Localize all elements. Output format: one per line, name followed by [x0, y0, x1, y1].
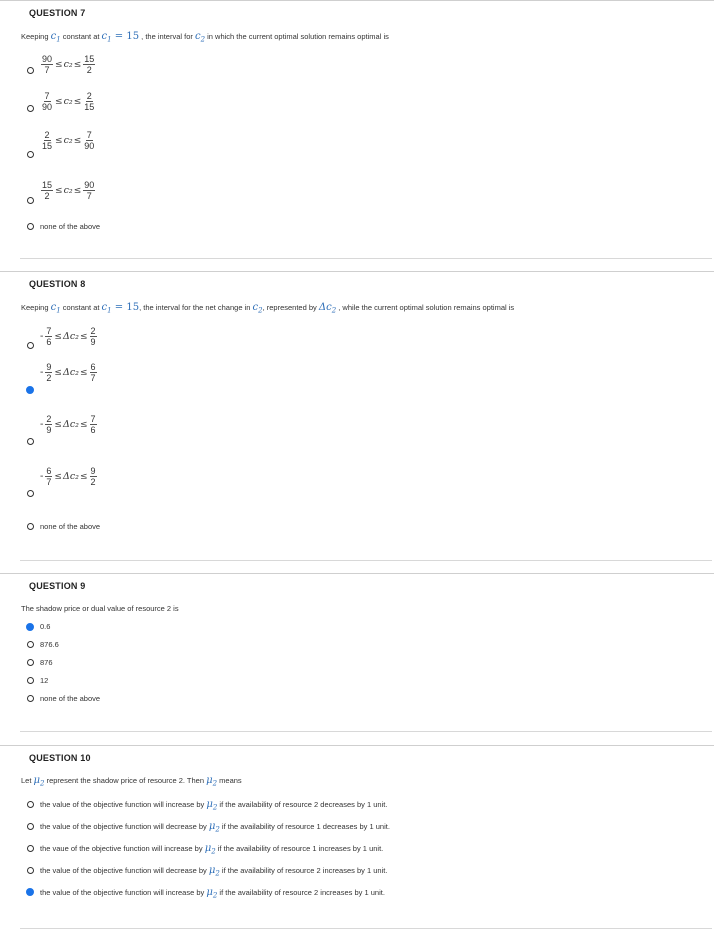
q10-option-3-label[interactable]: the vaue of the objective function will increase by $\mu_2$ if the availability of resource 1 increases by 1 unit.	[40, 843, 384, 856]
fraction: $\frac{15}{2}$	[42, 180, 53, 201]
q7-option-4[interactable]: $\frac{15}{2}$ ≤ c₂ ≤ $\frac{90}{7}$	[42, 180, 95, 201]
q8-option-4-radio[interactable]	[27, 490, 34, 497]
divider	[20, 560, 712, 561]
q7-option-3[interactable]: $\frac{2}{15}$ ≤ c₂ ≤ $\frac{7}{90}$	[42, 130, 95, 151]
fraction: $\frac{2}{15}$	[84, 91, 95, 112]
q8-option-3[interactable]: - $\frac{2}{9}$ ≤ Δc₂ ≤ $\frac{7}{6}$	[40, 414, 96, 435]
q8-option-none-label[interactable]: none of the above	[40, 522, 101, 531]
q7-option-3-radio[interactable]	[27, 151, 34, 158]
fraction: $\frac{7}{6}$	[46, 326, 52, 347]
fraction: $\frac{7}{90}$	[84, 130, 95, 151]
fraction: $\frac{7}{90}$	[42, 91, 53, 112]
question-10-header	[0, 745, 714, 774]
question-9-title: QUESTION 9	[29, 581, 86, 591]
fraction: $\frac{7}{6}$	[90, 414, 96, 435]
q8-option-2[interactable]: - $\frac{9}{2}$ ≤ Δc₂ ≤ $\frac{6}{7}$	[40, 362, 96, 383]
q10-option-5-label[interactable]: the value of the objective function will increase by $\mu_2$ if the availability of resource 2 increases by 1 unit.	[40, 887, 385, 900]
fraction: $\frac{9}{2}$	[46, 362, 52, 383]
q9-option-none-label[interactable]: none of the above	[40, 694, 101, 703]
question-8-header	[0, 271, 714, 300]
question-7-title: QUESTION 7	[29, 8, 86, 18]
q8-option-3-radio[interactable]	[27, 438, 34, 445]
q9-option-4-label[interactable]: 12	[40, 676, 49, 685]
q8-option-4[interactable]: - $\frac{6}{7}$ ≤ Δc₂ ≤ $\frac{9}{2}$	[40, 466, 96, 487]
q9-option-none-radio[interactable]	[27, 695, 34, 702]
q10-option-5-radio-selected[interactable]	[26, 888, 34, 896]
q8-option-2-radio-selected[interactable]	[26, 386, 34, 394]
q9-option-1-radio-selected[interactable]	[26, 623, 34, 631]
q7-option-4-radio[interactable]	[27, 197, 34, 204]
divider	[20, 928, 712, 929]
question-7-header	[0, 0, 714, 29]
q7-option-2-radio[interactable]	[27, 105, 34, 112]
fraction: $\frac{2}{9}$	[46, 414, 52, 435]
fraction: $\frac{90}{7}$	[42, 54, 53, 75]
fraction: $\frac{2}{9}$	[90, 326, 96, 347]
question-8-title: QUESTION 8	[29, 279, 86, 289]
question-7-prompt: Keeping $c_1$ constant at $c_1 = 15$ , the interval for $c_2$ in which the current optimal solution remains optimal is	[21, 31, 389, 44]
q8-option-none-radio[interactable]	[27, 523, 34, 530]
question-9-header	[0, 573, 714, 602]
divider	[20, 258, 712, 259]
q9-option-2-label[interactable]: 876.6	[40, 640, 59, 649]
q9-option-3-radio[interactable]	[27, 659, 34, 666]
q9-option-2-radio[interactable]	[27, 641, 34, 648]
q10-option-2-label[interactable]: the value of the objective function will decrease by $\mu_2$ if the availability of resource 1 decreases by 1 unit.	[40, 821, 390, 834]
q7-option-2[interactable]: $\frac{7}{90}$ ≤ c₂ ≤ $\frac{2}{15}$	[42, 91, 95, 112]
q9-option-1-label[interactable]: 0.6	[40, 622, 51, 631]
question-10-prompt: Let $\mu_2$ represent the shadow price of resource 2. Then $\mu_2$ means	[21, 775, 242, 788]
q8-option-1-radio[interactable]	[27, 342, 34, 349]
q10-option-4-radio[interactable]	[27, 867, 34, 874]
divider	[20, 731, 712, 732]
q7-option-1-radio[interactable]	[27, 67, 34, 74]
question-8-prompt: Keeping $c_1$ constant at $c_1 = 15$, the interval for the net change in $c_2$, represented by $\Delta c_2$ , while the current optimal solution remains optimal is	[21, 302, 515, 315]
q7-option-1[interactable]: $\frac{90}{7}$ ≤ c₂ ≤ $\frac{15}{2}$	[42, 54, 95, 75]
q10-option-4-label[interactable]: the value of the objective function will decrease by $\mu_2$ if the availability of resource 2 increases by 1 unit.	[40, 865, 388, 878]
fraction: $\frac{2}{15}$	[42, 130, 53, 151]
fraction: $\frac{15}{2}$	[84, 54, 95, 75]
fraction: $\frac{9}{2}$	[90, 466, 96, 487]
fraction: $\frac{6}{7}$	[46, 466, 52, 487]
fraction: $\frac{90}{7}$	[84, 180, 95, 201]
q9-option-4-radio[interactable]	[27, 677, 34, 684]
question-9-prompt: The shadow price or dual value of resource 2 is	[21, 604, 179, 613]
q10-option-1-radio[interactable]	[27, 801, 34, 808]
q8-option-1[interactable]: - $\frac{7}{6}$ ≤ Δc₂ ≤ $\frac{2}{9}$	[40, 326, 96, 347]
q7-option-none-radio[interactable]	[27, 223, 34, 230]
q10-option-1-label[interactable]: the value of the objective function will increase by $\mu_2$ if the availability of resource 2 decreases by 1 unit.	[40, 799, 388, 812]
q7-option-none-label[interactable]: none of the above	[40, 222, 101, 231]
q10-option-3-radio[interactable]	[27, 845, 34, 852]
fraction: $\frac{6}{7}$	[90, 362, 96, 383]
q9-option-3-label[interactable]: 876	[40, 658, 53, 667]
question-10-title: QUESTION 10	[29, 753, 91, 763]
q10-option-2-radio[interactable]	[27, 823, 34, 830]
